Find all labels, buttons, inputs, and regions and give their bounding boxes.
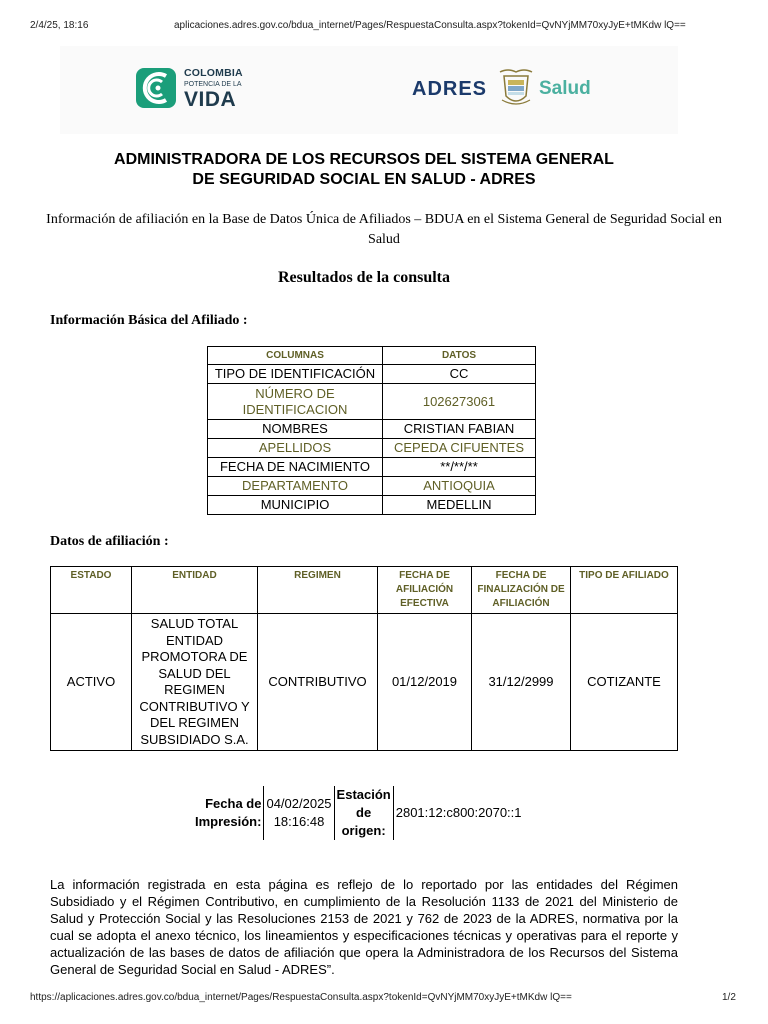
table-row bbox=[208, 496, 536, 515]
print-time: 18:16:48 bbox=[273, 814, 325, 829]
basic-info-header: COLUMNAS bbox=[208, 347, 383, 365]
colombia-logo-line1: COLOMBIA bbox=[184, 67, 243, 79]
disclaimer-text: La información registrada en esta página es reflejo de lo reportado por las entidades del Régimen Subsidiado y el Régimen Contributivo, en cumplimiento de la Resolución 1133 de 2021 del Ministerio de Salud y Protección Social y las Resoluciones 2153 de 2021 y 762 de 2023 de la ADRES, normativa por la cual se adopta el anexo técnico, los lineamientos y especificaciones técnicas y operativas para el reporte y actualización de las bases de datos de afiliación que opera la Administradora de los Recursos del Sistema General de Seguridad Social en Salud - ADRES”. bbox=[50, 877, 678, 977]
affiliation-header-row bbox=[51, 567, 678, 614]
affiliation-heading: Datos de afiliación : bbox=[50, 534, 169, 549]
page-subtitle: Información de afiliación en la Base de Datos Única de Afiliados – BDUA en el Sistema General de Seguridad Social en Salud bbox=[46, 212, 722, 247]
table-row bbox=[208, 384, 536, 420]
basic-info-value: CC bbox=[383, 365, 536, 384]
colombia-logo-line2: POTENCIA DE LA bbox=[184, 80, 242, 88]
print-date: 04/02/2025 bbox=[266, 796, 332, 811]
basic-info-label: NOMBRES bbox=[208, 420, 383, 439]
colombia-emblem-icon bbox=[136, 66, 180, 110]
affiliation-header: ENTIDAD bbox=[132, 567, 258, 614]
affiliation-header: FECHA DE AFILIACIÓN EFECTIVA bbox=[378, 567, 472, 614]
table-row bbox=[208, 365, 536, 384]
affiliation-type: COTIZANTE bbox=[571, 614, 678, 751]
basic-info-table bbox=[207, 346, 536, 515]
page-number: 1/2 bbox=[722, 992, 736, 1003]
affiliation-end-date: 31/12/2999 bbox=[472, 614, 571, 751]
adres-logo bbox=[412, 66, 602, 110]
table-row bbox=[51, 614, 678, 751]
affiliation-start-date: 01/12/2019 bbox=[378, 614, 472, 751]
page-title-line2: DE SEGURIDAD SOCIAL EN SALUD - ADRES bbox=[192, 171, 536, 188]
basic-info-label: MUNICIPIO bbox=[208, 496, 383, 515]
table-row bbox=[208, 458, 536, 477]
basic-info-label: APELLIDOS bbox=[208, 439, 383, 458]
print-date-value bbox=[264, 786, 334, 840]
basic-info-header: DATOS bbox=[383, 347, 536, 365]
colombia-logo bbox=[136, 66, 256, 112]
station-label-line: Estación bbox=[336, 787, 391, 802]
affiliation-regime: CONTRIBUTIVO bbox=[258, 614, 378, 751]
affiliation-header: ESTADO bbox=[51, 567, 132, 614]
basic-info-value: CRISTIAN FABIAN bbox=[383, 420, 536, 439]
basic-info-value: MEDELLIN bbox=[383, 496, 536, 515]
print-date-label bbox=[193, 786, 264, 840]
page-title bbox=[60, 150, 668, 190]
basic-info-header-row bbox=[208, 347, 536, 365]
affiliation-table bbox=[50, 566, 678, 751]
affiliation-header: REGIMEN bbox=[258, 567, 378, 614]
coat-of-arms-icon bbox=[496, 66, 536, 110]
basic-info-label: FECHA DE NACIMIENTO bbox=[208, 458, 383, 477]
table-row bbox=[208, 439, 536, 458]
basic-info-label: NÚMERO DE IDENTIFICACION bbox=[208, 384, 383, 420]
print-date-label-line: Fecha de bbox=[205, 796, 262, 811]
affiliation-header: TIPO DE AFILIADO bbox=[571, 567, 678, 614]
station-label-line: origen: bbox=[341, 823, 386, 838]
adres-logo-word: ADRES bbox=[412, 78, 488, 100]
basic-info-heading: Información Básica del Afiliado : bbox=[50, 313, 248, 328]
affiliation-entity: SALUD TOTAL ENTIDAD PROMOTORA DE SALUD DEL REGIMEN CONTRIBUTIVO Y DEL REGIMEN SUBSIDIADO S.A. bbox=[132, 614, 258, 751]
basic-info-label: DEPARTAMENTO bbox=[208, 477, 383, 496]
print-date-label-line: Impresión: bbox=[195, 814, 262, 829]
print-url: aplicaciones.adres.gov.co/bdua_internet/Pages/RespuestaConsulta.aspx?tokenId=QvNYjMM70xyJyE+tMKdw lQ== bbox=[174, 20, 686, 31]
station-value: 2801:12:c800:2070::1 bbox=[393, 786, 523, 840]
basic-info-label: TIPO DE IDENTIFICACIÓN bbox=[208, 365, 383, 384]
table-row bbox=[208, 477, 536, 496]
print-info-table bbox=[193, 786, 524, 840]
affiliation-status: ACTIVO bbox=[51, 614, 132, 751]
station-label bbox=[334, 786, 393, 840]
basic-info-value: CEPEDA CIFUENTES bbox=[383, 439, 536, 458]
basic-info-value: 1026273061 bbox=[383, 384, 536, 420]
table-row bbox=[208, 420, 536, 439]
affiliation-header: FECHA DE FINALIZACIÓN DE AFILIACIÓN bbox=[472, 567, 571, 614]
print-datetime: 2/4/25, 18:16 bbox=[30, 20, 89, 31]
adres-logo-salud: Salud bbox=[539, 78, 591, 99]
basic-info-value: ANTIOQUIA bbox=[383, 477, 536, 496]
station-label-line: de bbox=[356, 805, 372, 820]
page-title-line1: ADMINISTRADORA DE LOS RECURSOS DEL SISTEMA GENERAL bbox=[114, 151, 614, 168]
colombia-logo-line3: VIDA bbox=[184, 87, 237, 111]
print-footer-url: https://aplicaciones.adres.gov.co/bdua_internet/Pages/RespuestaConsulta.aspx?tokenId=QvNYjMM70xyJyE+tMKdw lQ== bbox=[30, 992, 572, 1003]
basic-info-value: **/**/** bbox=[383, 458, 536, 477]
results-title: Resultados de la consulta bbox=[277, 269, 451, 286]
